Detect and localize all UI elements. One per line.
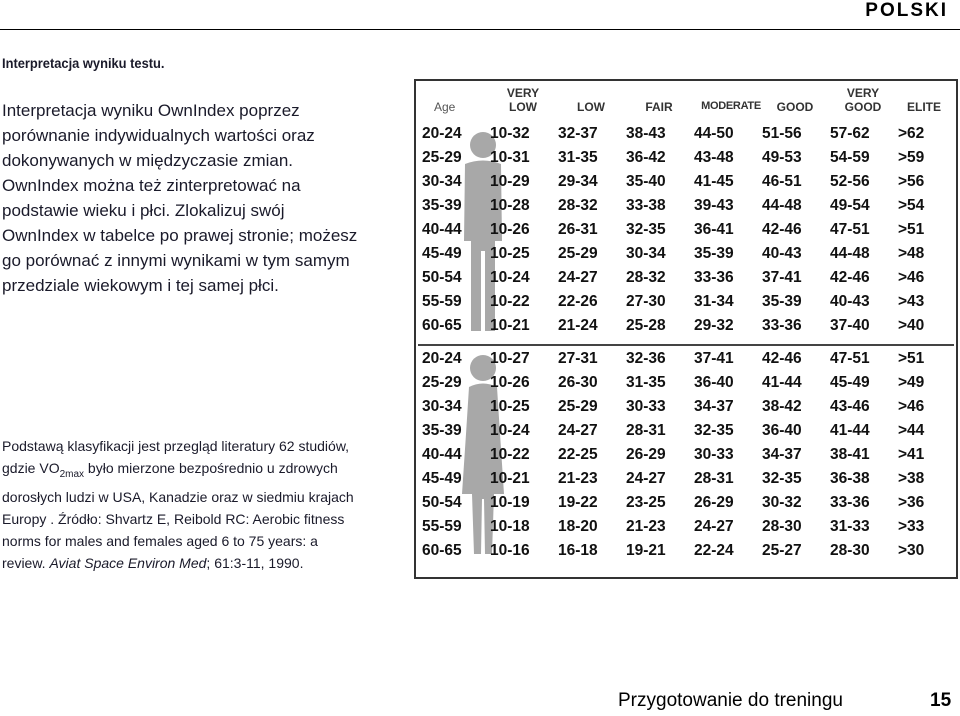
table-cell: 38-41: [830, 446, 870, 463]
table-cell: 24-27: [626, 470, 666, 487]
table-cell: 30-33: [694, 446, 734, 463]
table-cell: 31-33: [830, 518, 870, 535]
age-cell: 50-54: [422, 269, 462, 286]
column-header-line2: FAIR: [645, 100, 673, 114]
table-cell: >41: [898, 446, 925, 463]
table-cell: 22-24: [694, 542, 734, 559]
age-cell: 35-39: [422, 422, 462, 439]
table-cell: 43-46: [830, 398, 870, 415]
table-cell: >51: [898, 350, 925, 367]
table-cell: 40-43: [762, 245, 802, 262]
table-cell: 27-30: [626, 293, 666, 310]
table-cell: 28-32: [626, 269, 666, 286]
table-cell: 10-25: [490, 245, 530, 262]
female-row: [416, 518, 956, 542]
column-header-line2: LOW: [577, 100, 605, 114]
age-cell: 50-54: [422, 494, 462, 511]
table-cell: 16-18: [558, 542, 598, 559]
table-cell: 41-45: [694, 173, 734, 190]
table-cell: 36-42: [626, 149, 666, 166]
age-cell: 60-65: [422, 317, 462, 334]
table-cell: 22-26: [558, 293, 598, 310]
table-cell: 10-19: [490, 494, 530, 511]
table-cell: 32-37: [558, 125, 598, 142]
table-cell: >48: [898, 245, 925, 262]
table-cell: >38: [898, 470, 925, 487]
male-row: [416, 221, 956, 245]
table-cell: 30-33: [626, 398, 666, 415]
female-row: [416, 470, 956, 494]
table-cell: 45-49: [830, 374, 870, 391]
table-cell: 35-39: [762, 293, 802, 310]
table-cell: 41-44: [830, 422, 870, 439]
female-row: [416, 422, 956, 446]
note-text-rest: było mierzone bezpośrednio u zdrowych dorosłych ludzi w USA, Kanadzie oraz w siedmiu krajach Europy . Źródło: Shvartz E, Reibold RC: Aerobic fitness norms for males and females aged 6 to 75 years: a review.: [2, 460, 354, 571]
table-cell: 23-25: [626, 494, 666, 511]
table-cell: 44-50: [694, 125, 734, 142]
table-cell: >44: [898, 422, 925, 439]
age-cell: 35-39: [422, 197, 462, 214]
table-cell: >43: [898, 293, 925, 310]
table-cell: 42-46: [830, 269, 870, 286]
male-row: [416, 149, 956, 173]
table-cell: 25-29: [558, 245, 598, 262]
table-cell: 26-30: [558, 374, 598, 391]
table-cell: 34-37: [762, 446, 802, 463]
table-cell: 10-18: [490, 518, 530, 535]
female-row: [416, 446, 956, 470]
table-cell: 49-54: [830, 197, 870, 214]
intro-paragraph: Interpretacja wyniku OwnIndex poprzez porównanie indywidualnych wartości oraz dokonywanych w międzyczasie zmian. OwnIndex można też zinterpretować na podstawie wieku i płci. Zlokalizuj swój OwnIndex w tabelce po prawej stronie; możesz go porównać z innymi wynikami w tym samym przedziale wiekowym i tej samej płci.: [2, 101, 358, 295]
table-cell: 36-41: [694, 221, 734, 238]
table-cell: 19-21: [626, 542, 666, 559]
column-header-line1: VERY: [846, 86, 880, 100]
table-cell: 10-25: [490, 398, 530, 415]
table-cell: 38-43: [626, 125, 666, 142]
table-cell: 24-27: [558, 422, 598, 439]
table-cell: 28-31: [626, 422, 666, 439]
table-cell: 47-51: [830, 221, 870, 238]
table-cell: >33: [898, 518, 925, 535]
table-cell: 54-59: [830, 149, 870, 166]
table-cell: 22-25: [558, 446, 598, 463]
table-cell: 36-40: [762, 422, 802, 439]
table-cell: 10-21: [490, 470, 530, 487]
table-cell: 51-56: [762, 125, 802, 142]
table-cell: 10-32: [490, 125, 530, 142]
table-cell: 35-39: [694, 245, 734, 262]
age-cell: 30-34: [422, 398, 462, 415]
age-cell: 45-49: [422, 470, 462, 487]
age-cell: 30-34: [422, 173, 462, 190]
table-cell: 36-40: [694, 374, 734, 391]
female-row: [416, 542, 956, 566]
table-cell: 49-53: [762, 149, 802, 166]
age-cell: 40-44: [422, 446, 462, 463]
table-cell: 25-27: [762, 542, 802, 559]
table-header: [416, 81, 956, 121]
male-row: [416, 269, 956, 293]
table-cell: 36-38: [830, 470, 870, 487]
table-cell: 42-46: [762, 350, 802, 367]
age-header: Age: [434, 100, 456, 114]
female-row: [416, 350, 956, 374]
age-cell: 60-65: [422, 542, 462, 559]
table-cell: 52-56: [830, 173, 870, 190]
table-cell: 31-35: [558, 149, 598, 166]
fitness-table: [414, 79, 958, 579]
table-cell: 28-30: [830, 542, 870, 559]
female-row: [416, 374, 956, 398]
table-cell: 33-36: [694, 269, 734, 286]
table-cell: 57-62: [830, 125, 870, 142]
table-cell: 10-24: [490, 422, 530, 439]
source-note: [2, 435, 362, 574]
table-cell: 30-32: [762, 494, 802, 511]
header-rule: [0, 29, 960, 30]
table-cell: 10-22: [490, 293, 530, 310]
table-cell: 10-31: [490, 149, 530, 166]
table-cell: 24-27: [558, 269, 598, 286]
column-header-line2: GOOD: [776, 100, 814, 114]
language-tab: POLSKI: [865, 0, 948, 21]
table-cell: 46-51: [762, 173, 802, 190]
age-cell: 20-24: [422, 125, 462, 142]
table-cell: 29-34: [558, 173, 598, 190]
table-cell: 10-26: [490, 221, 530, 238]
section-heading: Interpretacja wyniku testu.: [2, 55, 165, 71]
table-cell: 47-51: [830, 350, 870, 367]
female-row: [416, 398, 956, 422]
table-cell: 33-36: [830, 494, 870, 511]
table-cell: 25-29: [558, 398, 598, 415]
table-cell: 31-35: [626, 374, 666, 391]
table-cell: >46: [898, 398, 925, 415]
table-cell: 21-23: [626, 518, 666, 535]
table-cell: 24-27: [694, 518, 734, 535]
table-cell: 18-20: [558, 518, 598, 535]
table-cell: 10-27: [490, 350, 530, 367]
column-header-line2: GOOD: [844, 100, 882, 114]
table-cell: >49: [898, 374, 925, 391]
table-cell: 32-35: [762, 470, 802, 487]
table-cell: >36: [898, 494, 925, 511]
table-cell: 37-41: [694, 350, 734, 367]
table-cell: 26-31: [558, 221, 598, 238]
table-cell: 28-32: [558, 197, 598, 214]
table-cell: 10-24: [490, 269, 530, 286]
table-cell: 38-42: [762, 398, 802, 415]
column-header-line2: ELITE: [906, 100, 941, 114]
table-cell: 43-48: [694, 149, 734, 166]
table-cell: 39-43: [694, 197, 734, 214]
table-cell: 33-36: [762, 317, 802, 334]
male-row: [416, 197, 956, 221]
column-header-line2: LOW: [509, 100, 537, 114]
table-cell: 37-40: [830, 317, 870, 334]
column-header-line1: VERY: [506, 86, 540, 100]
table-cell: 37-41: [762, 269, 802, 286]
table-cell: >40: [898, 317, 925, 334]
age-cell: 20-24: [422, 350, 462, 367]
female-row: [416, 494, 956, 518]
table-cell: 26-29: [694, 494, 734, 511]
table-cell: 10-22: [490, 446, 530, 463]
table-cell: 33-38: [626, 197, 666, 214]
table-cell: 42-46: [762, 221, 802, 238]
table-cell: 10-21: [490, 317, 530, 334]
male-block: [416, 121, 956, 342]
table-cell: 19-22: [558, 494, 598, 511]
table-cell: 32-35: [694, 422, 734, 439]
male-row: [416, 293, 956, 317]
table-cell: >59: [898, 149, 925, 166]
age-cell: 55-59: [422, 518, 462, 535]
page-number: 15: [930, 690, 952, 711]
column-header-line2: MODERATE: [701, 100, 761, 112]
table-cell: >54: [898, 197, 925, 214]
table-cell: >30: [898, 542, 925, 559]
table-cell: 10-16: [490, 542, 530, 559]
table-cell: 10-28: [490, 197, 530, 214]
table-cell: 27-31: [558, 350, 598, 367]
table-cell: 44-48: [830, 245, 870, 262]
table-cell: 21-23: [558, 470, 598, 487]
table-cell: 41-44: [762, 374, 802, 391]
table-cell: >56: [898, 173, 925, 190]
table-cell: 29-32: [694, 317, 734, 334]
table-cell: >51: [898, 221, 925, 238]
journal-name: Aviat Space Environ Med: [49, 554, 207, 571]
table-cell: 25-28: [626, 317, 666, 334]
age-cell: 25-29: [422, 149, 462, 166]
table-cell: 30-34: [626, 245, 666, 262]
male-row: [416, 173, 956, 197]
table-cell: 40-43: [830, 293, 870, 310]
table-cell: >62: [898, 125, 925, 142]
table-cell: 31-34: [694, 293, 734, 310]
table-cell: 32-35: [626, 221, 666, 238]
footer-title: Przygotowanie do treningu: [618, 690, 843, 711]
table-cell: 10-26: [490, 374, 530, 391]
note-text: Podstawą klasyfikacji jest przegląd literatury 62 studiów, gdzie VO: [2, 438, 350, 476]
age-cell: 25-29: [422, 374, 462, 391]
table-cell: 21-24: [558, 317, 598, 334]
male-row: [416, 317, 956, 341]
table-cell: 26-29: [626, 446, 666, 463]
table-cell: 28-31: [694, 470, 734, 487]
table-cell: 34-37: [694, 398, 734, 415]
table-cell: 35-40: [626, 173, 666, 190]
male-row: [416, 125, 956, 149]
table-cell: 10-29: [490, 173, 530, 190]
age-cell: 40-44: [422, 221, 462, 238]
male-row: [416, 245, 956, 269]
table-cell: 28-30: [762, 518, 802, 535]
age-cell: 45-49: [422, 245, 462, 262]
note-subscript: 2max: [59, 468, 85, 480]
citation-end: ; 61:3-11, 1990.: [206, 554, 304, 571]
table-cell: 44-48: [762, 197, 802, 214]
age-cell: 55-59: [422, 293, 462, 310]
female-block: [416, 346, 956, 571]
table-cell: >46: [898, 269, 925, 286]
table-cell: 32-36: [626, 350, 666, 367]
